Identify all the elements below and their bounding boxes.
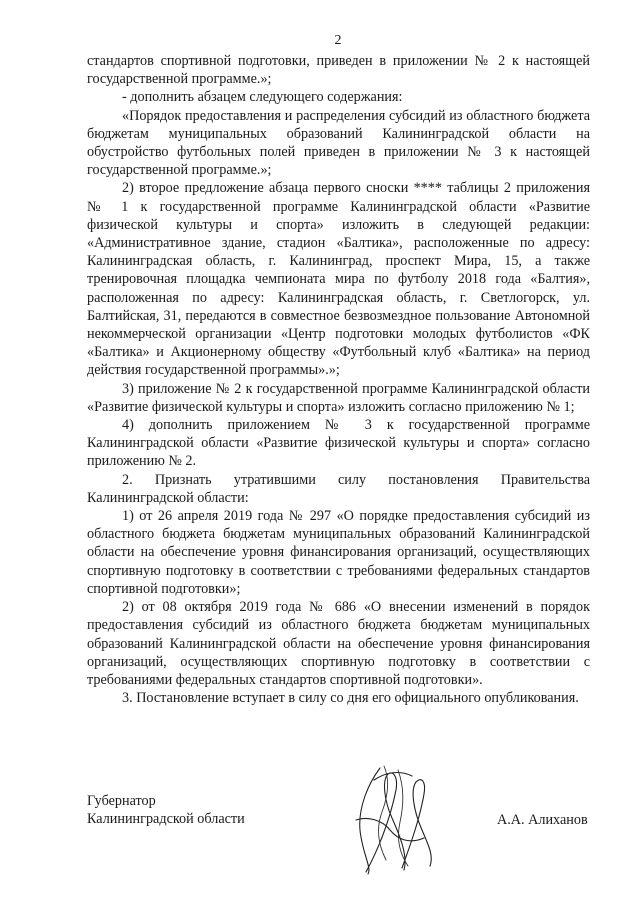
handwritten-signature — [338, 760, 448, 878]
signatory-name: А.А. Алиханов — [497, 812, 588, 828]
paragraph-item-4: 4) дополнить приложением № 3 к государственной программе Калининградской области «Развитие физической культуры и спорта» согласно приложению № 2. — [87, 417, 590, 470]
paragraph-item-2: 2) второе предложение абзаца первого сноски **** таблицы 2 приложения № 1 к государственной программе Калининградской области «Развитие физической культуры и спорта» изложить в следующей редакции: «Административное здание, стадион «Балтика», расположенные по адресу: Калининградская область, г. Калининград, проспект Мира, 15, а также тренировочная площадка чемпионата мира по футболу 2018 года «Балтия», расположенная по адресу: Калининградская область, г. Светлогорск, ул. Балтийская, 31, передаются в совместное безвозмездное пользование Автономной некоммерческой организации «Центр подготовки молодых футболистов «ФК «Балтика» и Акционерному обществу «Футбольный клуб «Балтика» на период действия государственной программы».»; — [87, 180, 590, 379]
paragraph-subsidy-order: «Порядок предоставления и распределения субсидий из областного бюджета бюджетам муниципальных образований Калининградской области на обустройство футбольных полей приведен в приложении № 3 к настоящей государственной программе.»; — [87, 107, 590, 179]
signatory-title-line1: Губернатор — [87, 793, 156, 809]
page-number: 2 — [334, 33, 342, 48]
paragraph-continuation: стандартов спортивной подготовки, приведен в приложении № 2 к настоящей государственной программе.»; — [87, 53, 590, 88]
signatory-title-line2: Калининградской области — [87, 811, 245, 828]
document-body — [87, 52, 590, 707]
signatory-title — [87, 792, 245, 828]
paragraph-add-clause: - дополнить абзацем следующего содержания: — [122, 89, 403, 106]
paragraph-repeal-686: 2) от 08 октября 2019 года № 686 «О внесении изменений в порядок предоставления субсидий из областного бюджета бюджетам муниципальных образований Калининградской области на обеспечение уровня финансирования организаций, осуществляющих спортивную подготовку в соответствии с требованиями федеральных стандартов спортивной подготовки». — [87, 599, 590, 688]
paragraph-section-2: 2. Признать утратившими силу постановления Правительства Калининградской области: — [87, 471, 590, 506]
paragraph-item-3: 3) приложение № 2 к государственной программе Калининградской области «Развитие физической культуры и спорта» изложить согласно приложению № 1; — [87, 380, 590, 415]
paragraph-section-3: 3. Постановление вступает в силу со дня его официального опубликования. — [122, 690, 579, 707]
paragraph-repeal-297: 1) от 26 апреля 2019 года № 297 «О порядке предоставления субсидий из областного бюджета бюджетам муниципальных образований Калининградской области на обеспечение уровня финансирования организаций, осуществляющих спортивную подготовку в соответствии с требованиями федеральных стандартов спортивной подготовки»; — [87, 508, 590, 597]
